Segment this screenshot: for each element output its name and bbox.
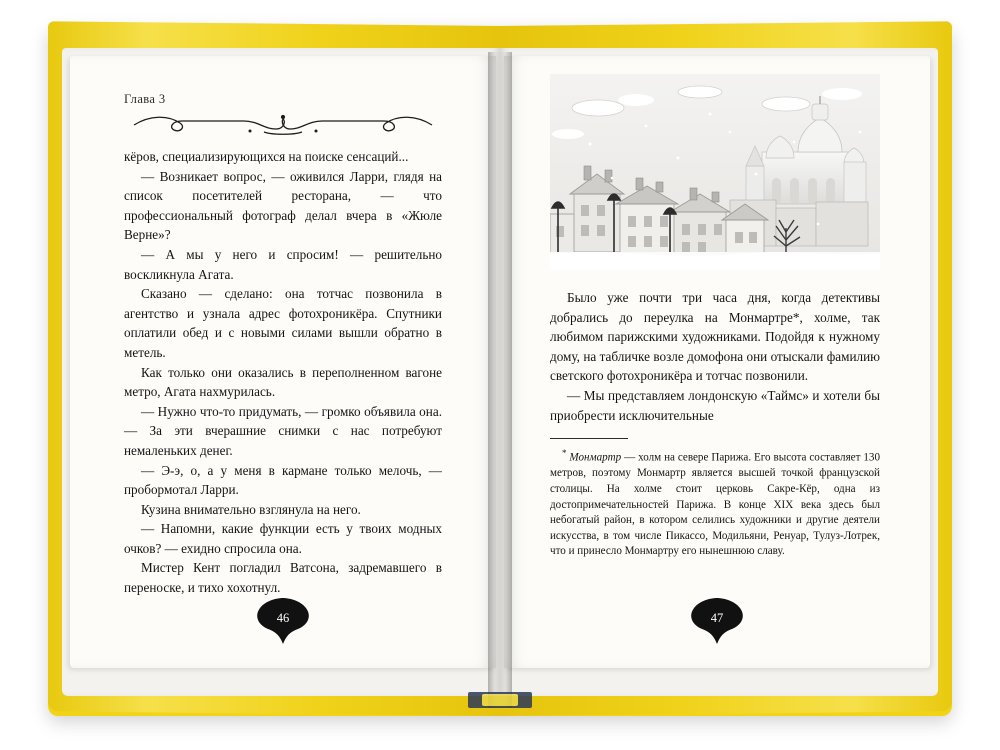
open-book bbox=[48, 26, 952, 716]
folio-right bbox=[684, 596, 750, 646]
footnote-divider bbox=[550, 438, 628, 439]
paragraph: — А мы у него и спросим! — решительно воскликнула Агата. bbox=[124, 246, 442, 282]
paragraph: — Нужно что-то придумать, — громко объявила она. — За эти вчерашние снимки с нас потребуют немаленьких денег. bbox=[124, 403, 442, 458]
snowy-city-illustration-icon bbox=[550, 74, 880, 270]
paragraph: Было уже почти три часа дня, когда детективы добрались до переулка на Монмартре*, холме, так любимом парижскими художниками. Подойдя к нужному дому, на табличке возле домофона они отыскали фамилию светского фотохроникёра и тотчас позвонили. bbox=[550, 290, 880, 384]
page-left bbox=[70, 56, 496, 668]
footnote bbox=[550, 446, 880, 560]
chapter-header: Глава 3 bbox=[124, 92, 166, 106]
ornament-flourish-icon bbox=[124, 111, 442, 137]
left-text-column bbox=[124, 92, 442, 598]
paragraph: Как только они оказались в переполненном вагоне метро, Агата нахмурилась. bbox=[124, 364, 442, 400]
right-body-text bbox=[550, 288, 880, 425]
footnote-text: — холм на севере Парижа. Его высота составляет 130 метров, поэтому Монмартр является высшей точкой французской столицы. На холме стоит церковь Сакре-Кёр, одна из достопримечательностей Парижа. В конце XIX века здесь был небогатый район, в котором селились художники и другие деятели искусства, в том числе Пикассо, Модильяни, Ренуар, Тулуз-Лотрек, что и принесло Монмартру его нынешнюю славу. bbox=[550, 451, 880, 558]
folio-left bbox=[250, 596, 316, 646]
page-right bbox=[504, 56, 930, 668]
paragraph: Сказано — сделано: она тотчас позвонила в агентство и узнала адрес фотохроникёра. Спутники оплатили обед и с новыми силами вышли обратно в метель. bbox=[124, 286, 442, 360]
paragraph: — Э-э, о, а у меня в кармане только мелочь, — пробормотал Ларри. bbox=[124, 462, 442, 498]
left-body-text bbox=[124, 147, 442, 598]
paragraph: — Мы представляем лондонскую «Таймс» и хотели бы приобрести исключительные bbox=[550, 387, 880, 423]
illustration-montmartre bbox=[550, 74, 880, 270]
paragraph: кёров, специализирующихся на поиске сенсаций... bbox=[124, 149, 409, 164]
paragraph: Мистер Кент погладил Ватсона, задремавшего в переноске, и тихо хохотнул. bbox=[124, 560, 442, 596]
paragraph: — Напомни, какие функции есть у твоих модных очков? — ехидно спросила она. bbox=[124, 521, 442, 556]
spine-headband bbox=[468, 692, 532, 708]
paragraph: Кузина внимательно взглянула на него. bbox=[141, 501, 361, 517]
page-number: 47 bbox=[710, 611, 724, 625]
footnote-marker: * bbox=[562, 448, 567, 459]
right-text-column bbox=[550, 288, 880, 560]
paragraph: — Возникает вопрос, — оживился Ларри, глядя на список посетителей ресторана, — что профессиональный фотограф делал вчера в «Жюле Верне»? bbox=[124, 168, 442, 243]
footnote-term: Монмартр bbox=[569, 451, 622, 464]
page-number: 46 bbox=[276, 611, 290, 625]
